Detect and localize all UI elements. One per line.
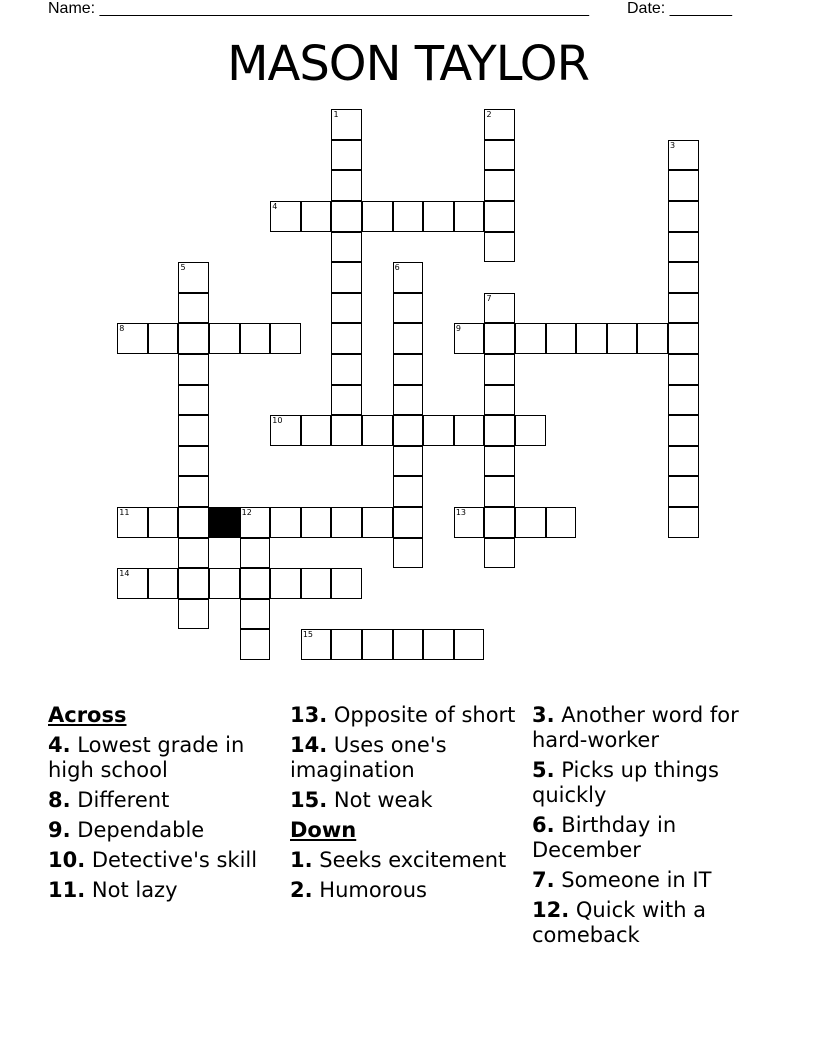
date-field-line: Date: _______ (627, 0, 732, 17)
answer-cell[interactable] (331, 629, 362, 660)
answer-cell[interactable] (178, 599, 209, 630)
answer-cell[interactable] (270, 201, 301, 232)
clue-number-label: 2 (486, 110, 492, 120)
answer-cell[interactable] (484, 109, 515, 140)
clue-number-label: 15 (302, 630, 314, 640)
down-clue (290, 848, 525, 873)
answer-cell[interactable] (668, 415, 699, 446)
answer-cell[interactable] (331, 232, 362, 263)
answer-cell[interactable] (331, 415, 362, 446)
answer-cell[interactable] (393, 538, 424, 569)
clue-number: 11. (48, 878, 86, 902)
clue-number-label: 12 (241, 508, 252, 518)
answer-cell[interactable] (484, 323, 515, 354)
answer-cell[interactable] (484, 446, 515, 477)
answer-cell[interactable] (148, 323, 179, 354)
answer-cell[interactable] (393, 201, 424, 232)
answer-cell[interactable] (454, 201, 485, 232)
answer-cell[interactable] (515, 323, 546, 354)
clue-number: 13. (290, 703, 328, 727)
answer-cell[interactable] (178, 262, 209, 293)
answer-cell[interactable] (178, 507, 209, 538)
clue-number-label: 8 (119, 324, 125, 334)
answer-cell[interactable] (454, 415, 485, 446)
answer-cell[interactable] (484, 140, 515, 171)
answer-cell[interactable] (607, 323, 638, 354)
answer-cell[interactable] (178, 446, 209, 477)
answer-cell[interactable] (117, 568, 148, 599)
answer-cell[interactable] (240, 629, 271, 660)
clue-number: 14. (290, 733, 328, 757)
answer-cell[interactable] (423, 629, 454, 660)
answer-cell[interactable] (546, 323, 577, 354)
across-clue (48, 733, 283, 783)
answer-cell[interactable] (668, 140, 699, 171)
clue-text: Different (77, 788, 170, 812)
answer-cell[interactable] (484, 354, 515, 385)
across-clue (290, 788, 525, 813)
answer-cell[interactable] (484, 385, 515, 416)
clue-number-label: 5 (180, 263, 186, 273)
clue-number: 8. (48, 788, 71, 812)
answer-cell[interactable] (117, 507, 148, 538)
answer-cell[interactable] (362, 201, 393, 232)
answer-cell[interactable] (331, 201, 362, 232)
across-clue (290, 733, 525, 783)
answer-cell[interactable] (668, 385, 699, 416)
answer-cell[interactable] (331, 140, 362, 171)
clue-text: Seeks excitement (319, 848, 507, 872)
answer-cell[interactable] (393, 629, 424, 660)
answer-cell[interactable] (668, 446, 699, 477)
answer-cell[interactable] (484, 170, 515, 201)
answer-cell[interactable] (484, 232, 515, 263)
answer-cell[interactable] (484, 476, 515, 507)
answer-cell[interactable] (117, 323, 148, 354)
clue-number: 10. (48, 848, 86, 872)
down-clue (532, 758, 767, 808)
clue-text: Picks up things quickly (532, 758, 719, 807)
clue-number: 15. (290, 788, 328, 812)
answer-cell[interactable] (331, 262, 362, 293)
clue-text: Lowest grade in high school (48, 733, 245, 782)
down-clue (532, 868, 767, 893)
answer-cell[interactable] (668, 323, 699, 354)
answer-cell[interactable] (454, 507, 485, 538)
answer-cell[interactable] (484, 538, 515, 569)
clue-number: 9. (48, 818, 71, 842)
answer-cell[interactable] (484, 415, 515, 446)
answer-cell[interactable] (301, 568, 332, 599)
answer-cell[interactable] (178, 293, 209, 324)
clue-text: Humorous (319, 878, 427, 902)
answer-cell[interactable] (423, 415, 454, 446)
clue-text: Dependable (77, 818, 205, 842)
answer-cell[interactable] (362, 629, 393, 660)
puzzle-title: MASON TAYLOR (227, 36, 589, 92)
clue-number-label: 14 (119, 569, 130, 579)
clues-column-1 (48, 703, 283, 908)
clue-number-label: 11 (119, 508, 130, 518)
clue-text: Someone in IT (561, 868, 712, 892)
answer-cell[interactable] (240, 323, 271, 354)
clue-number-label: 13 (455, 508, 467, 518)
answer-cell[interactable] (240, 599, 271, 630)
down-clue (532, 703, 767, 753)
answer-cell[interactable] (393, 476, 424, 507)
answer-cell[interactable] (515, 415, 546, 446)
answer-cell[interactable] (301, 415, 332, 446)
clue-number: 4. (48, 733, 71, 757)
clue-number: 12. (532, 898, 570, 922)
clue-text: Quick with a comeback (532, 898, 707, 947)
answer-cell[interactable] (668, 476, 699, 507)
answer-cell[interactable] (393, 354, 424, 385)
answer-cell[interactable] (178, 354, 209, 385)
across-clue (48, 878, 283, 903)
answer-cell[interactable] (393, 507, 424, 538)
clue-number-label: 6 (394, 263, 400, 273)
clue-number: 2. (290, 878, 313, 902)
answer-cell[interactable] (637, 323, 668, 354)
answer-cell[interactable] (423, 201, 454, 232)
answer-cell[interactable] (240, 507, 271, 538)
answer-cell[interactable] (331, 170, 362, 201)
clue-number-label: 9 (455, 324, 461, 334)
answer-cell[interactable] (331, 507, 362, 538)
answer-cell[interactable] (484, 293, 515, 324)
clue-text: Not lazy (91, 878, 178, 902)
clue-number: 1. (290, 848, 313, 872)
name-field-line: Name: _______________________________________________________ (48, 0, 589, 17)
answer-cell[interactable] (148, 568, 179, 599)
across-clue (48, 788, 283, 813)
clue-text: Not weak (333, 788, 433, 812)
answer-cell[interactable] (393, 262, 424, 293)
answer-cell[interactable] (484, 507, 515, 538)
answer-cell[interactable] (178, 385, 209, 416)
answer-cell[interactable] (668, 507, 699, 538)
answer-cell[interactable] (178, 415, 209, 446)
clue-number: 6. (532, 813, 555, 837)
answer-cell[interactable] (393, 385, 424, 416)
answer-cell[interactable] (362, 507, 393, 538)
answer-cell[interactable] (668, 170, 699, 201)
clue-text: Opposite of short (333, 703, 516, 727)
clue-number: 3. (532, 703, 555, 727)
answer-cell[interactable] (393, 415, 424, 446)
answer-cell[interactable] (576, 323, 607, 354)
clue-text: Uses one's imagination (290, 733, 447, 782)
answer-cell[interactable] (240, 568, 271, 599)
clue-text: Detective's skill (91, 848, 258, 872)
answer-cell[interactable] (331, 109, 362, 140)
clue-number-label: 7 (486, 293, 492, 303)
answer-cell[interactable] (148, 507, 179, 538)
down-clue (532, 813, 767, 863)
across-clue (290, 703, 525, 728)
clues-column-3 (532, 703, 767, 953)
answer-cell[interactable] (546, 507, 577, 538)
clue-number: 7. (532, 868, 555, 892)
answer-cell[interactable] (393, 446, 424, 477)
answer-cell[interactable] (454, 629, 485, 660)
clues-column-2 (290, 703, 525, 908)
answer-cell[interactable] (301, 507, 332, 538)
clue-number-label: 10 (272, 416, 283, 426)
answer-cell[interactable] (209, 568, 240, 599)
down-clue (532, 898, 767, 948)
answer-cell[interactable] (668, 293, 699, 324)
clue-number: 5. (532, 758, 555, 782)
answer-cell[interactable] (270, 323, 301, 354)
answer-cell[interactable] (209, 323, 240, 354)
clue-text: Another word for hard-worker (532, 703, 739, 752)
answer-cell[interactable] (270, 415, 301, 446)
answer-cell[interactable] (331, 293, 362, 324)
down-heading: Down (290, 818, 357, 842)
answer-cell[interactable] (331, 568, 362, 599)
answer-cell[interactable] (454, 323, 485, 354)
clue-number-label: 3 (670, 140, 676, 150)
across-heading: Across (48, 703, 127, 727)
answer-cell[interactable] (331, 323, 362, 354)
answer-cell[interactable] (484, 201, 515, 232)
answer-cell[interactable] (270, 568, 301, 599)
answer-cell[interactable] (331, 385, 362, 416)
answer-cell[interactable] (362, 415, 393, 446)
black-square (209, 507, 240, 538)
answer-cell[interactable] (515, 507, 546, 538)
clue-number-label: 1 (333, 110, 339, 120)
answer-cell[interactable] (178, 538, 209, 569)
clue-text: Birthday in December (532, 813, 677, 862)
answer-cell[interactable] (270, 507, 301, 538)
answer-cell[interactable] (301, 629, 332, 660)
across-clue (48, 848, 283, 873)
answer-cell[interactable] (668, 232, 699, 263)
answer-cell[interactable] (301, 201, 332, 232)
clue-number-label: 4 (272, 202, 278, 212)
across-clue (48, 818, 283, 843)
answer-cell[interactable] (178, 476, 209, 507)
answer-cell[interactable] (178, 323, 209, 354)
answer-cell[interactable] (393, 293, 424, 324)
answer-cell[interactable] (668, 354, 699, 385)
down-clue (290, 878, 525, 903)
answer-cell[interactable] (668, 201, 699, 232)
answer-cell[interactable] (240, 538, 271, 569)
answer-cell[interactable] (331, 354, 362, 385)
answer-cell[interactable] (178, 568, 209, 599)
answer-cell[interactable] (393, 323, 424, 354)
answer-cell[interactable] (668, 262, 699, 293)
